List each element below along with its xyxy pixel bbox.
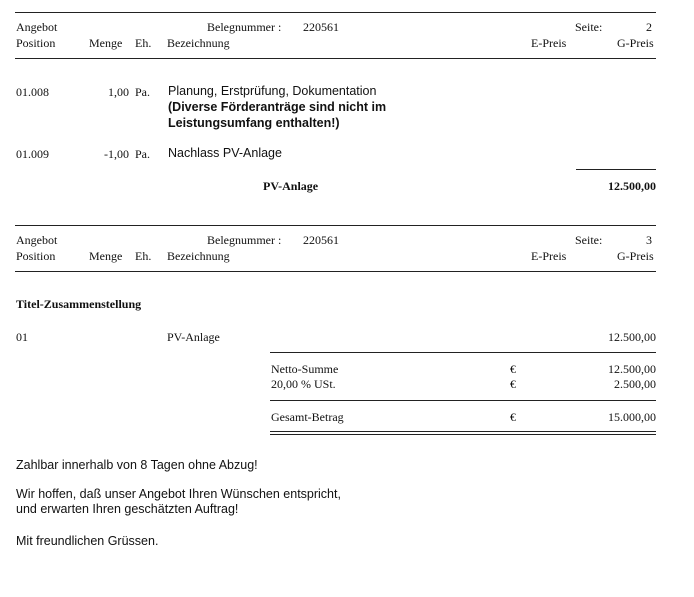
seite-label: Seite: bbox=[575, 20, 603, 34]
closing-line1: Wir hoffen, daß unser Angebot Ihren Wünschen entspricht, bbox=[16, 487, 341, 501]
gesamt-currency: € bbox=[510, 410, 516, 424]
col-eh: Eh. bbox=[135, 36, 152, 50]
closing-line2: und erwarten Ihren geschätzten Auftrag! bbox=[16, 502, 239, 516]
col-epreis: E-Preis bbox=[531, 36, 567, 50]
belegnummer-value: 220561 bbox=[303, 20, 339, 34]
ust-currency: € bbox=[510, 377, 516, 391]
item-menge: 1,00 bbox=[108, 85, 129, 99]
seite-label: Seite: bbox=[575, 233, 603, 247]
angebot-label: Angebot bbox=[16, 233, 58, 247]
item-position: 01.008 bbox=[16, 85, 49, 99]
ust-value: 2.500,00 bbox=[614, 377, 656, 391]
summary-name: PV-Anlage bbox=[167, 330, 220, 344]
page3-header-rule bbox=[15, 271, 656, 272]
subtotal-label: PV-Anlage bbox=[263, 179, 319, 193]
section-title: Titel-Zusammenstellung bbox=[16, 297, 142, 311]
belegnummer-label: Belegnummer : bbox=[207, 20, 282, 34]
totals-double-rule bbox=[270, 431, 656, 435]
page2-top-rule bbox=[15, 12, 656, 13]
belegnummer-value: 220561 bbox=[303, 233, 339, 247]
item-note-line2: Leistungsumfang enthalten!) bbox=[168, 116, 340, 130]
col-menge: Menge bbox=[89, 249, 123, 263]
col-epreis: E-Preis bbox=[531, 249, 567, 263]
payment-terms: Zahlbar innerhalb von 8 Tagen ohne Abzug! bbox=[16, 458, 258, 472]
summary-value: 12.500,00 bbox=[608, 330, 656, 344]
gesamt-value: 15.000,00 bbox=[608, 410, 656, 424]
netto-label: Netto-Summe bbox=[271, 362, 339, 376]
col-bezeichnung: Bezeichnung bbox=[167, 249, 230, 263]
item-bezeichnung: Nachlass PV-Anlage bbox=[168, 146, 282, 160]
col-gpreis: G-Preis bbox=[617, 36, 654, 50]
page3-top-rule bbox=[15, 225, 656, 226]
angebot-label: Angebot bbox=[16, 20, 58, 34]
totals-top-rule bbox=[270, 352, 656, 353]
col-position: Position bbox=[16, 249, 56, 263]
page2-header-rule bbox=[15, 58, 656, 59]
col-gpreis: G-Preis bbox=[617, 249, 654, 263]
totals-mid-rule bbox=[270, 400, 656, 401]
item-menge: -1,00 bbox=[104, 147, 129, 161]
item-position: 01.009 bbox=[16, 147, 49, 161]
subtotal-rule bbox=[576, 169, 656, 170]
gesamt-label: Gesamt-Betrag bbox=[271, 410, 344, 424]
col-eh: Eh. bbox=[135, 249, 152, 263]
col-bezeichnung: Bezeichnung bbox=[167, 36, 230, 50]
subtotal-value: 12.500,00 bbox=[608, 179, 656, 193]
col-position: Position bbox=[16, 36, 56, 50]
item-eh: Pa. bbox=[135, 85, 150, 99]
item-note-line1: (Diverse Förderanträge sind nicht im bbox=[168, 100, 387, 114]
col-menge: Menge bbox=[89, 36, 123, 50]
seite-value: 3 bbox=[646, 233, 652, 247]
netto-currency: € bbox=[510, 362, 516, 376]
netto-value: 12.500,00 bbox=[608, 362, 656, 376]
item-eh: Pa. bbox=[135, 147, 150, 161]
seite-value: 2 bbox=[646, 20, 652, 34]
summary-nr: 01 bbox=[16, 330, 28, 344]
belegnummer-label: Belegnummer : bbox=[207, 233, 282, 247]
item-bezeichnung: Planung, Erstprüfung, Dokumentation bbox=[168, 84, 377, 98]
ust-label: 20,00 % USt. bbox=[271, 377, 336, 391]
greeting: Mit freundlichen Grüssen. bbox=[16, 534, 159, 548]
